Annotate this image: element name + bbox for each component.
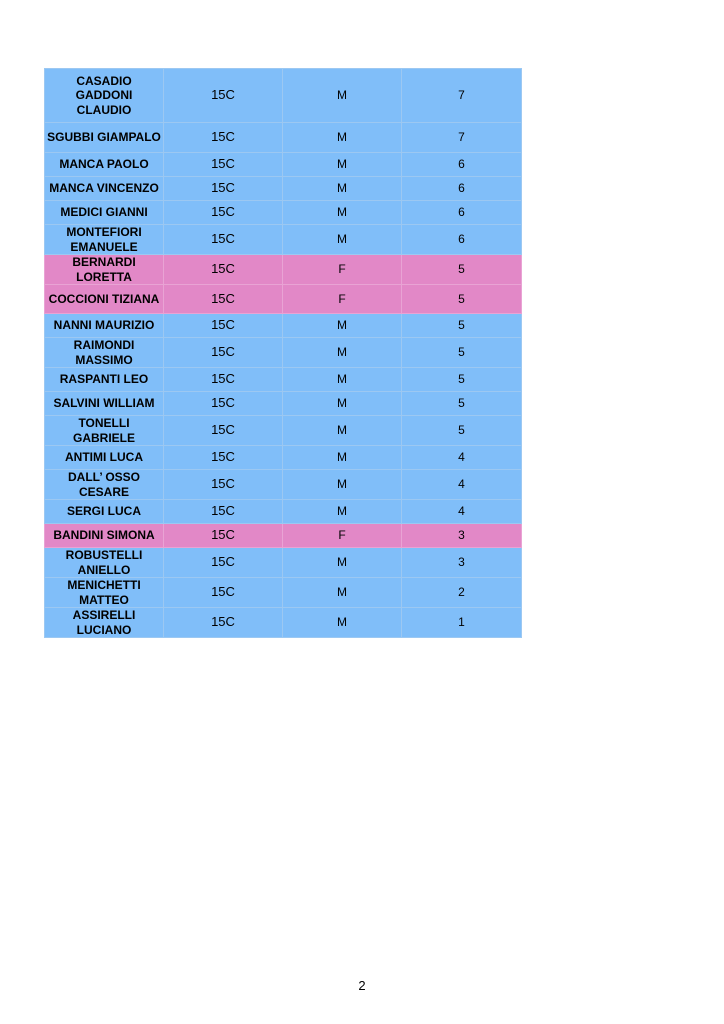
table-row (45, 500, 522, 524)
athlete-name-cell: MONTEFIORI EMANUELE (45, 225, 164, 255)
score-cell: 7 (402, 123, 522, 153)
category-cell: 15C (164, 500, 283, 524)
table-row (45, 201, 522, 225)
athlete-name-cell: SGUBBI GIAMPALO (45, 123, 164, 153)
table-row (45, 225, 522, 255)
table-row (45, 548, 522, 578)
score-cell: 6 (402, 153, 522, 177)
athlete-name-cell: CASADIO GADDONI CLAUDIO (45, 69, 164, 123)
table-row (45, 392, 522, 416)
category-cell: 15C (164, 416, 283, 446)
sex-cell: M (283, 368, 402, 392)
athlete-name-cell: RASPANTI LEO (45, 368, 164, 392)
sex-cell: M (283, 446, 402, 470)
sex-cell: M (283, 153, 402, 177)
table-row (45, 416, 522, 446)
athlete-name-cell: NANNI MAURIZIO (45, 314, 164, 338)
sex-cell: M (283, 123, 402, 153)
score-cell: 1 (402, 608, 522, 638)
sex-cell: M (283, 416, 402, 446)
category-cell: 15C (164, 225, 283, 255)
athlete-name-cell: ANTIMI LUCA (45, 446, 164, 470)
results-table (44, 68, 522, 638)
sex-cell: F (283, 285, 402, 314)
athlete-name-cell: MENICHETTI MATTEO (45, 578, 164, 608)
category-cell: 15C (164, 548, 283, 578)
score-cell: 5 (402, 338, 522, 368)
athlete-name-cell: COCCIONI TIZIANA (45, 285, 164, 314)
athlete-name-cell: SALVINI WILLIAM (45, 392, 164, 416)
sex-cell: M (283, 578, 402, 608)
table-row (45, 338, 522, 368)
athlete-name-cell: MANCA VINCENZO (45, 177, 164, 201)
category-cell: 15C (164, 446, 283, 470)
category-cell: 15C (164, 524, 283, 548)
category-cell: 15C (164, 153, 283, 177)
sex-cell: M (283, 392, 402, 416)
sex-cell: M (283, 608, 402, 638)
sex-cell: M (283, 470, 402, 500)
score-cell: 6 (402, 177, 522, 201)
category-cell: 15C (164, 338, 283, 368)
score-cell: 3 (402, 524, 522, 548)
category-cell: 15C (164, 285, 283, 314)
athlete-name-cell: ROBUSTELLI ANIELLO (45, 548, 164, 578)
table-row (45, 123, 522, 153)
sex-cell: M (283, 548, 402, 578)
sex-cell: M (283, 338, 402, 368)
score-cell: 6 (402, 201, 522, 225)
table-row (45, 314, 522, 338)
category-cell: 15C (164, 69, 283, 123)
table-row (45, 524, 522, 548)
category-cell: 15C (164, 578, 283, 608)
category-cell: 15C (164, 201, 283, 225)
score-cell: 4 (402, 500, 522, 524)
category-cell: 15C (164, 392, 283, 416)
sex-cell: M (283, 500, 402, 524)
category-cell: 15C (164, 470, 283, 500)
sex-cell: F (283, 524, 402, 548)
athlete-name-cell: MEDICI GIANNI (45, 201, 164, 225)
category-cell: 15C (164, 255, 283, 285)
sex-cell: F (283, 255, 402, 285)
table-row (45, 578, 522, 608)
score-cell: 4 (402, 446, 522, 470)
score-cell: 5 (402, 255, 522, 285)
athlete-name-cell: SERGI LUCA (45, 500, 164, 524)
athlete-name-cell: BANDINI SIMONA (45, 524, 164, 548)
athlete-name-cell: RAIMONDI MASSIMO (45, 338, 164, 368)
table-row (45, 255, 522, 285)
table-row (45, 285, 522, 314)
category-cell: 15C (164, 608, 283, 638)
score-cell: 5 (402, 285, 522, 314)
score-cell: 2 (402, 578, 522, 608)
table-row (45, 446, 522, 470)
table-row (45, 177, 522, 201)
table-row (45, 153, 522, 177)
score-cell: 7 (402, 69, 522, 123)
score-cell: 5 (402, 392, 522, 416)
page-number: 2 (358, 978, 366, 993)
athlete-name-cell: MANCA PAOLO (45, 153, 164, 177)
sex-cell: M (283, 69, 402, 123)
athlete-name-cell: DALL’ OSSO CESARE (45, 470, 164, 500)
athlete-name-cell: BERNARDI LORETTA (45, 255, 164, 285)
score-cell: 5 (402, 314, 522, 338)
table-row (45, 470, 522, 500)
results-body (45, 69, 522, 638)
category-cell: 15C (164, 177, 283, 201)
score-cell: 4 (402, 470, 522, 500)
category-cell: 15C (164, 314, 283, 338)
athlete-name-cell: TONELLI GABRIELE (45, 416, 164, 446)
table-row (45, 69, 522, 123)
sex-cell: M (283, 177, 402, 201)
category-cell: 15C (164, 123, 283, 153)
table-row (45, 608, 522, 638)
athlete-name-cell: ASSIRELLI LUCIANO (45, 608, 164, 638)
score-cell: 6 (402, 225, 522, 255)
sex-cell: M (283, 225, 402, 255)
category-cell: 15C (164, 368, 283, 392)
score-cell: 5 (402, 416, 522, 446)
score-cell: 5 (402, 368, 522, 392)
sex-cell: M (283, 314, 402, 338)
sex-cell: M (283, 201, 402, 225)
score-cell: 3 (402, 548, 522, 578)
table-row (45, 368, 522, 392)
